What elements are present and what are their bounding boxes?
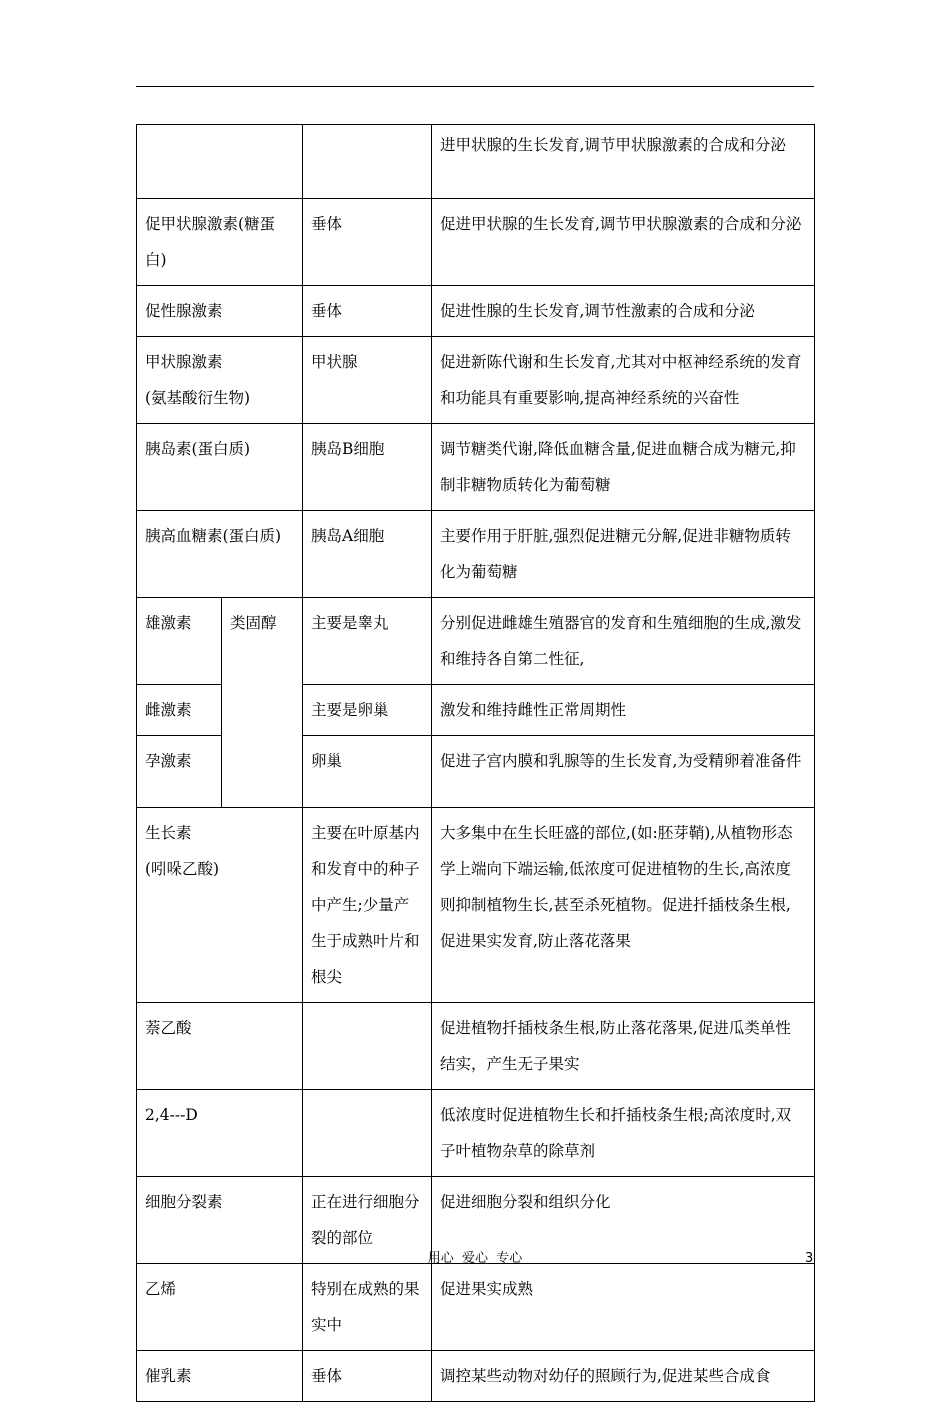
- source-cell: 垂体: [303, 199, 432, 286]
- table-row: [137, 808, 815, 1003]
- hormone-name-cell: 乙烯: [137, 1264, 303, 1351]
- source-cell: [303, 1090, 432, 1177]
- hormone-name-cell: 萘乙酸: [137, 1003, 303, 1090]
- table-row: [137, 1264, 815, 1351]
- source-cell: 胰岛A细胞: [303, 511, 432, 598]
- source-cell: [303, 125, 432, 199]
- hormone-name-cell: 胰岛素(蛋白质): [137, 424, 303, 511]
- table-row: [137, 1351, 815, 1402]
- source-cell: 胰岛B细胞: [303, 424, 432, 511]
- hormone-name-cell: 催乳素: [137, 1351, 303, 1402]
- table-row: [137, 286, 815, 337]
- source-cell: 正在进行细胞分裂的部位: [303, 1177, 432, 1264]
- source-cell: [303, 1003, 432, 1090]
- function-cell: 进甲状腺的生长发育,调节甲状腺激素的合成和分泌: [432, 125, 815, 199]
- source-cell: 卵巢: [303, 736, 432, 808]
- table-row: [137, 337, 815, 424]
- table-row: [137, 199, 815, 286]
- function-cell: 大多集中在生长旺盛的部位,(如:胚芽鞘),从植物形态学上端向下端运输,低浓度可促进植物的生长,高浓度则抑制植物生长,甚至杀死植物。促进扦插枝条生根,促进果实发育,防止落花落果: [432, 808, 815, 1003]
- source-cell: 主要在叶原基内和发育中的种子中产生;少量产生于成熟叶片和根尖: [303, 808, 432, 1003]
- hormone-name-cell: 甲状腺激素 (氨基酸衍生物): [137, 337, 303, 424]
- source-cell: 甲状腺: [303, 337, 432, 424]
- hormone-name-cell: 促性腺激素: [137, 286, 303, 337]
- function-cell: 促进细胞分裂和组织分化: [432, 1177, 815, 1264]
- hormone-name-cell: 促甲状腺激素(糖蛋白): [137, 199, 303, 286]
- function-cell: 促进植物扦插枝条生根,防止落花落果,促进瓜类单性结实，产生无子果实: [432, 1003, 815, 1090]
- hormone-name-cell: 生长素 (吲哚乙酸): [137, 808, 303, 1003]
- function-cell: 促进果实成熟: [432, 1264, 815, 1351]
- hormone-name-cell: 孕激素: [137, 736, 222, 808]
- function-cell: 低浓度时促进植物生长和扦插枝条生根;高浓度时,双子叶植物杂草的除草剂: [432, 1090, 815, 1177]
- hormone-name-cell: [137, 125, 303, 199]
- function-cell: 促进甲状腺的生长发育,调节甲状腺激素的合成和分泌: [432, 199, 815, 286]
- header-rule: [136, 86, 814, 87]
- function-cell: 主要作用于肝脏,强烈促进糖元分解,促进非糖物质转化为葡萄糖: [432, 511, 815, 598]
- source-cell: 主要是卵巢: [303, 685, 432, 736]
- table-row: [137, 1003, 815, 1090]
- footer-motto: 用心 爱心 专心: [427, 1251, 523, 1266]
- hormone-name-cell: 雌激素: [137, 685, 222, 736]
- source-cell: 垂体: [303, 286, 432, 337]
- table-row: [137, 598, 815, 685]
- function-cell: 激发和维持雌性正常周期性: [432, 685, 815, 736]
- hormone-table: [136, 124, 815, 1402]
- source-cell: 主要是睾丸: [303, 598, 432, 685]
- function-cell: 促进子宫内膜和乳腺等的生长发育,为受精卵着准备件: [432, 736, 815, 808]
- steroid-label-cell: 类固醇: [222, 598, 303, 808]
- source-cell: 垂体: [303, 1351, 432, 1402]
- hormone-name-cell: 2,4---D: [137, 1090, 303, 1177]
- function-cell: 调控某些动物对幼仔的照顾行为,促进某些合成食: [432, 1351, 815, 1402]
- table-row: [137, 1090, 815, 1177]
- function-cell: 促进性腺的生长发育,调节性激素的合成和分泌: [432, 286, 815, 337]
- hormone-name-cell: 细胞分裂素: [137, 1177, 303, 1264]
- function-cell: 分别促进雌雄生殖器官的发育和生殖细胞的生成,激发和维持各自第二性征,: [432, 598, 815, 685]
- function-cell: 调节糖类代谢,降低血糖含量,促进血糖合成为糖元,抑制非糖物质转化为葡萄糖: [432, 424, 815, 511]
- hormone-name-cell: 胰高血糖素(蛋白质): [137, 511, 303, 598]
- table-row: [137, 424, 815, 511]
- hormone-name-cell: 雄激素: [137, 598, 222, 685]
- table-row: [137, 125, 815, 199]
- source-cell: 特别在成熟的果实中: [303, 1264, 432, 1351]
- table-row: [137, 511, 815, 598]
- page-number: 3: [805, 1251, 814, 1266]
- function-cell: 促进新陈代谢和生长发育,尤其对中枢神经系统的发育和功能具有重要影响,提高神经系统的兴奋性: [432, 337, 815, 424]
